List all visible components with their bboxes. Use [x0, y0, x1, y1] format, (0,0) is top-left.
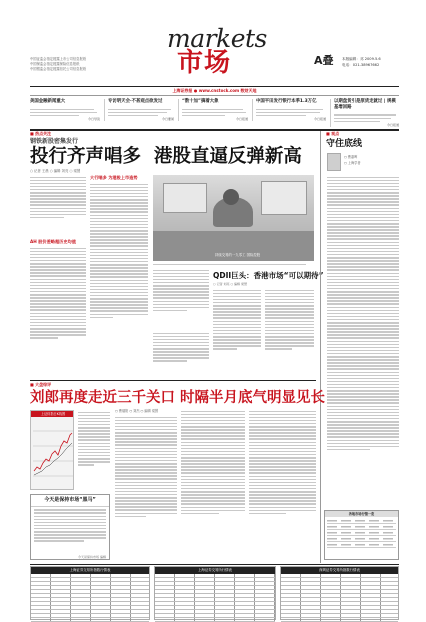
- market-summary-title: 各地市场行情一览: [325, 511, 398, 517]
- site-url: 上海证券报 ● www.cnstock.com 数财天地: [172, 88, 257, 93]
- table-sz-index: 深圳证券交易所指数行情表: [280, 566, 399, 620]
- brief-item: 专访明天会·不甚观点欲发过 今日要闻: [104, 99, 174, 121]
- top-story-byline: ○ 记者 王晨 ○ 编辑 刘亮 ○ 梁慧: [30, 169, 81, 173]
- brief-item: 中国平田发行银行本季1.3万亿 今日报道: [252, 99, 326, 121]
- top-left-notes: 中国证监会指定披露上市公司信息报纸 中国保监会指定披露保险信息报纸 中国银监会指定披露信托公司信息报纸: [30, 57, 87, 71]
- sidebar-body: [327, 175, 399, 559]
- top-story-col-2: [90, 182, 148, 378]
- sidebar-kicker: ■ 观点: [326, 131, 340, 136]
- logo-cn: 市场: [177, 48, 232, 78]
- second-story-side: [78, 410, 110, 490]
- forecast-label: 今天是保持市场 编辑: [78, 554, 106, 559]
- second-story-kicker: ■ 大盘综评: [30, 382, 52, 387]
- forecast-box: [30, 494, 110, 560]
- table-sh-index: 上海证券交易所指数行情表: [30, 566, 150, 620]
- news-photo: [153, 175, 314, 261]
- table-sh-quotes: 上海证券交易所行情表: [154, 566, 276, 620]
- author-photo: [327, 153, 341, 171]
- photo-caption: 持续交易的一九零工 国际控股: [215, 253, 261, 257]
- second-story-headline: 刘郎再度走近三千关口 时隔半月底气明显见长: [30, 390, 326, 406]
- index-chart: [30, 410, 74, 490]
- second-story-col-3: [249, 409, 316, 560]
- forecast-title: 今天是保持市场“黑马”: [31, 495, 109, 507]
- top-story-col-3b: [153, 331, 209, 377]
- candlestick-plot: [33, 421, 73, 487]
- photo-caption-line: [153, 262, 314, 266]
- subhead-ah-gap: AH 股价差略超历史均值: [30, 239, 76, 244]
- brief-item: “数十加”搞着大象 今日报道: [178, 99, 248, 121]
- top-story-col-3: [153, 268, 209, 328]
- market-summary-table: [324, 510, 399, 560]
- bottom-tables: [30, 566, 399, 620]
- qdii-col-2: [265, 288, 314, 378]
- second-story-col-1: [115, 415, 177, 560]
- top-story-headline: 投行齐声唱多 港股直逼反弹新高: [30, 146, 302, 167]
- briefs-row: [30, 99, 399, 129]
- top-story-col-1b: [30, 246, 86, 378]
- sidebar-title: 守住底线: [326, 139, 363, 150]
- sidebar-author-2: ○ 上海学者: [344, 161, 361, 165]
- subhead-banks-bullish: 大行唱多 为港股上市造势: [90, 175, 138, 180]
- masthead: [0, 0, 426, 92]
- brief-item: 以期盘货引是原货走就过 | 规模基增回路 今日报道: [330, 99, 399, 127]
- qdii-headline: QDII巨头：香港市场“可以期待”: [213, 271, 324, 280]
- top-story-col-1: [30, 175, 86, 237]
- second-story: [30, 382, 326, 562]
- second-story-col-2: [181, 409, 245, 560]
- logo-en: markets: [167, 24, 267, 53]
- top-story-supertitle: 钢铁新股密集发行: [30, 138, 79, 145]
- section-letter: A叠: [314, 54, 334, 67]
- second-story-byline: ○ 曹瑞阳 ○ 刘杰 ○ 编辑 梁慧: [115, 409, 159, 413]
- url-bar: [30, 88, 399, 96]
- top-story: [30, 131, 324, 379]
- brief-item: 美国金融新闻重大 今日导读: [30, 99, 100, 121]
- sidebar-author: ○ 曹嘉晖: [344, 155, 358, 159]
- sidebar-column: [320, 131, 399, 563]
- qdii-byline: ○ 记者 刘亮 ○ 编辑 梁慧: [213, 282, 248, 286]
- issue-info: 本版编辑：邓 2009.5.6 电话：021-38967662: [342, 57, 381, 67]
- top-story-kicker: ■ 热点关注: [30, 131, 52, 136]
- qdii-col-1: [213, 288, 261, 378]
- chart-label: 上证综指日K线图: [31, 411, 74, 417]
